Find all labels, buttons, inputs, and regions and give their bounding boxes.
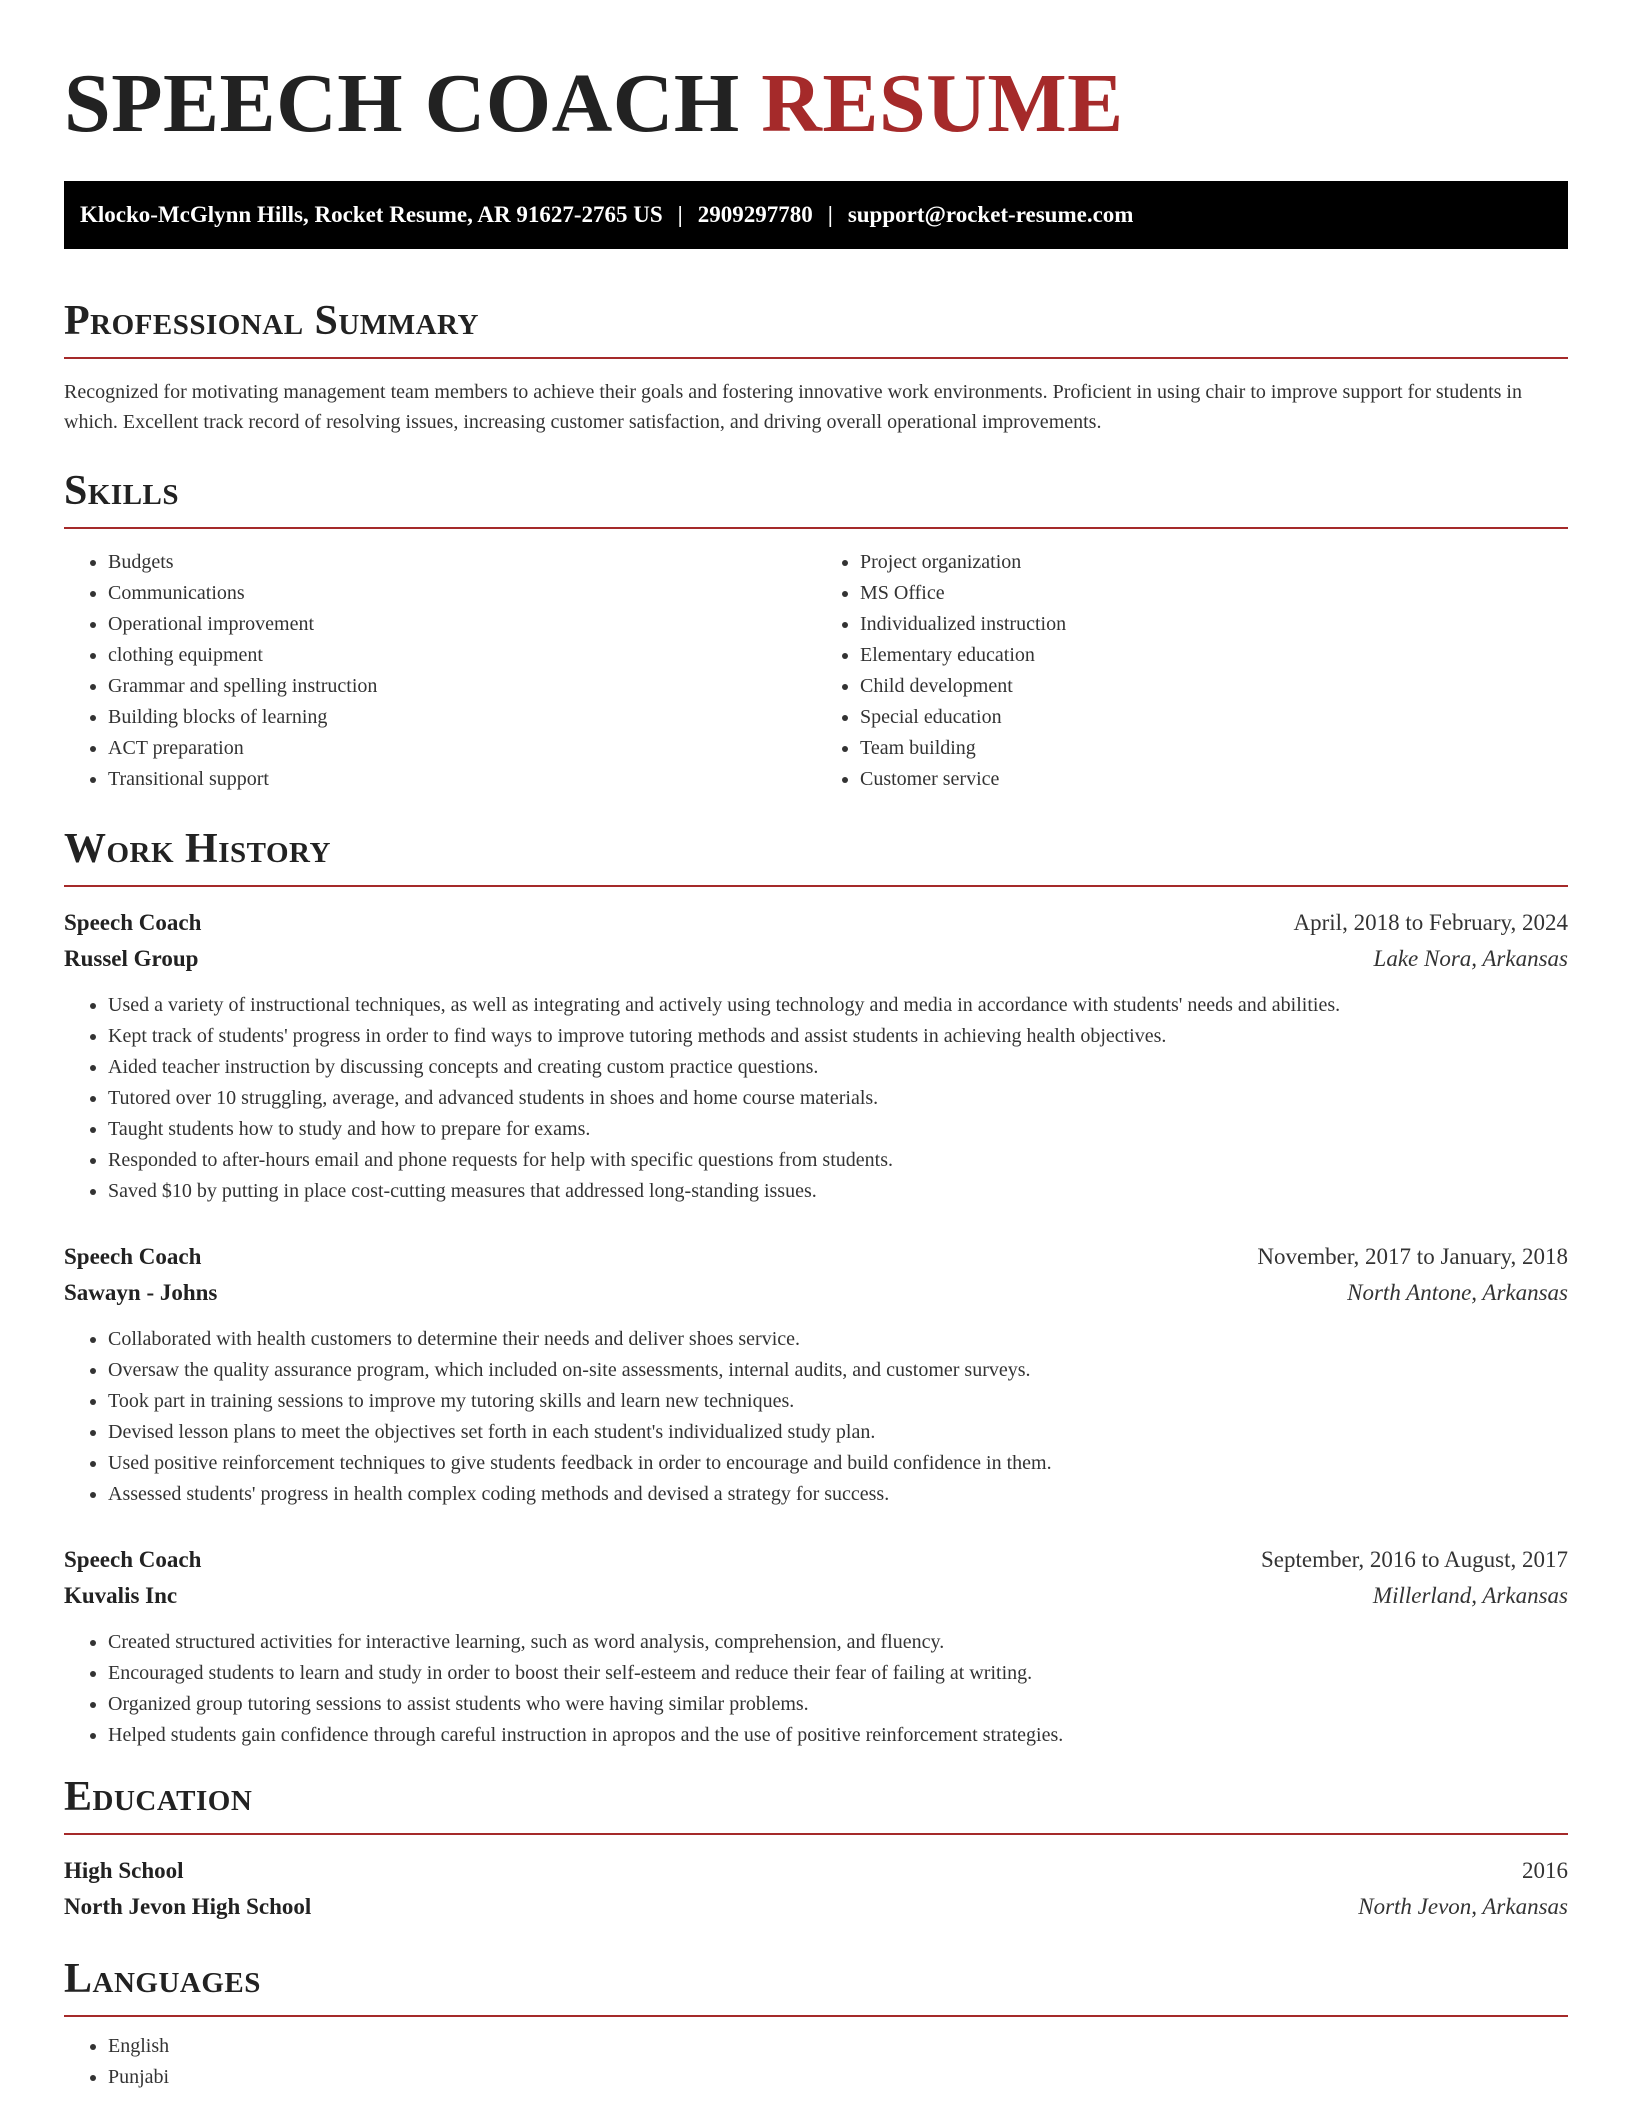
job-company-row: [64, 1275, 1568, 1311]
job-bullets: [64, 1324, 1568, 1510]
section-divider: [64, 357, 1568, 359]
job-dates: April, 2018 to February, 2024: [1293, 910, 1568, 935]
skill-item: • Communications: [108, 578, 816, 609]
title-accent: RESUME: [761, 57, 1124, 150]
job-location: Millerland, Arkansas: [1372, 1583, 1568, 1608]
education-heading: Education: [64, 1774, 253, 1820]
job-bullet: • Taught students how to study and how to prepare for exams.: [108, 1114, 1568, 1145]
skill-item: • Budgets: [108, 547, 816, 578]
contact-phone[interactable]: 2909297780: [697, 202, 813, 227]
contact-email[interactable]: support@rocket-resume.com: [847, 202, 1134, 227]
job-title: Speech Coach: [64, 1244, 202, 1269]
job-title-row: [64, 1239, 1568, 1275]
languages-section: [64, 1955, 1568, 2017]
contact-separator: |: [677, 202, 683, 227]
job-bullet: • Assessed students' progress in health complex coding methods and devised a strategy for success.: [108, 1479, 1568, 1510]
job-bullets: [64, 990, 1568, 1207]
job-bullet: • Created structured activities for interactive learning, such as word analysis, comprehension, and fluency.: [108, 1627, 1568, 1658]
job-bullet: • Devised lesson plans to meet the objectives set forth in each student's individualized study plan.: [108, 1417, 1568, 1448]
summary-heading: Professional Summary: [64, 298, 479, 344]
job-bullet: • Used a variety of instructional techniques, as well as integrating and actively using technology and media in accordance with students' needs and abilities.: [108, 990, 1568, 1021]
job-company-row: [64, 1578, 1568, 1614]
skill-item: • clothing equipment: [108, 640, 816, 671]
languages-list: [64, 2031, 1568, 2093]
job-title-row: [64, 905, 1568, 941]
skill-item: • Special education: [860, 702, 1568, 733]
education-location: North Jevon, Arkansas: [1358, 1894, 1568, 1919]
skill-item: • Child development: [860, 671, 1568, 702]
work-section: [64, 825, 1568, 887]
language-item: • English: [108, 2031, 1568, 2062]
job-company: Russel Group: [64, 946, 199, 971]
education-year: 2016: [1522, 1858, 1568, 1883]
skill-item: • Grammar and spelling instruction: [108, 671, 816, 702]
skill-item: • MS Office: [860, 578, 1568, 609]
education-school-row: [64, 1889, 1568, 1925]
skill-item: • Project organization: [860, 547, 1568, 578]
section-divider: [64, 527, 1568, 529]
education-degree: High School: [64, 1858, 184, 1883]
skills-list: [64, 547, 1568, 795]
skill-item: • ACT preparation: [108, 733, 816, 764]
skill-item: • Individualized instruction: [860, 609, 1568, 640]
job-dates: November, 2017 to January, 2018: [1257, 1244, 1568, 1269]
contact-separator: |: [827, 202, 833, 227]
job-bullet: • Responded to after-hours email and phone requests for help with specific questions from students.: [108, 1145, 1568, 1176]
skills-heading: Skills: [64, 468, 180, 514]
job-bullets: [64, 1627, 1568, 1751]
summary-section: [64, 297, 1568, 359]
skill-item: • Team building: [860, 733, 1568, 764]
job-entry: [64, 1239, 1568, 1510]
job-bullet: • Saved $10 by putting in place cost-cutting measures that addressed long-standing issues.: [108, 1176, 1568, 1207]
job-bullet: • Organized group tutoring sessions to assist students who were having similar problems.: [108, 1689, 1568, 1720]
job-title-row: [64, 1542, 1568, 1578]
job-title: Speech Coach: [64, 910, 202, 935]
job-bullet: • Took part in training sessions to improve my tutoring skills and learn new techniques.: [108, 1386, 1568, 1417]
job-bullet: • Aided teacher instruction by discussing concepts and creating custom practice questions.: [108, 1052, 1568, 1083]
job-company-row: [64, 941, 1568, 977]
resume-title: [64, 58, 1568, 150]
education-school: North Jevon High School: [64, 1894, 312, 1919]
job-bullet: • Kept track of students' progress in order to find ways to improve tutoring methods and assist students in achieving health objectives.: [108, 1021, 1568, 1052]
section-divider: [64, 885, 1568, 887]
job-entry: [64, 1542, 1568, 1751]
skill-item: • Operational improvement: [108, 609, 816, 640]
job-bullet: • Collaborated with health customers to determine their needs and deliver shoes service.: [108, 1324, 1568, 1355]
skill-item: • Customer service: [860, 764, 1568, 795]
job-company: Kuvalis Inc: [64, 1583, 178, 1608]
skill-item: • Transitional support: [108, 764, 816, 795]
contact-address: Klocko-McGlynn Hills, Rocket Resume, AR 91627-2765 US: [80, 202, 663, 227]
job-location: Lake Nora, Arkansas: [1373, 946, 1568, 971]
job-bullet: • Used positive reinforcement techniques to give students feedback in order to encourage and build confidence in them.: [108, 1448, 1568, 1479]
skills-section: [64, 467, 1568, 529]
skills-column-left: [64, 547, 816, 795]
work-heading: Work History: [64, 826, 331, 872]
language-item: • Punjabi: [108, 2062, 1568, 2093]
job-company: Sawayn - Johns: [64, 1280, 218, 1305]
skills-column-right: [816, 547, 1568, 795]
contact-bar: [64, 181, 1568, 249]
languages-heading: Languages: [64, 1956, 261, 2002]
education-entry: [64, 1853, 1568, 1925]
job-dates: September, 2016 to August, 2017: [1260, 1547, 1568, 1572]
job-bullet: • Oversaw the quality assurance program, which included on-site assessments, internal audits, and customer surveys.: [108, 1355, 1568, 1386]
education-section: [64, 1773, 1568, 1835]
summary-text: Recognized for motivating management team members to achieve their goals and fostering innovative work environments. Proficient in using chair to improve support for students in which. Excellent track record of resolving issues, increasing customer satisfaction, and driving overall operational improvements.: [64, 381, 1522, 433]
job-location: North Antone, Arkansas: [1347, 1280, 1568, 1305]
education-degree-row: [64, 1853, 1568, 1889]
skill-item: • Elementary education: [860, 640, 1568, 671]
job-title: Speech Coach: [64, 1547, 202, 1572]
job-bullet: • Encouraged students to learn and study in order to boost their self-esteem and reduce their fear of failing at writing.: [108, 1658, 1568, 1689]
title-main: SPEECH COACH: [64, 57, 740, 150]
job-bullet: • Tutored over 10 struggling, average, and advanced students in shoes and home course materials.: [108, 1083, 1568, 1114]
section-divider: [64, 1833, 1568, 1835]
skill-item: • Building blocks of learning: [108, 702, 816, 733]
job-entry: [64, 905, 1568, 1207]
section-divider: [64, 2015, 1568, 2017]
job-bullet: • Helped students gain confidence through careful instruction in apropos and the use of positive reinforcement strategies.: [108, 1720, 1568, 1751]
